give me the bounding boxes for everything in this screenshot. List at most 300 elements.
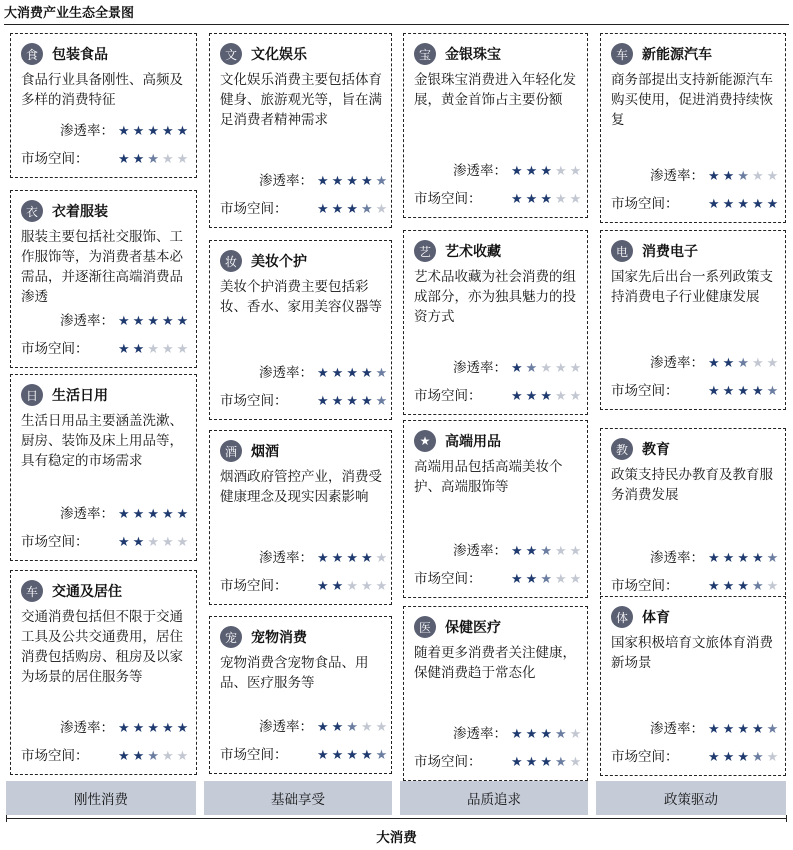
star-icon: ★ xyxy=(331,579,347,594)
penetration-rating xyxy=(611,719,781,739)
star-icon: ★ xyxy=(118,314,133,329)
star-icon: ★ xyxy=(708,750,723,765)
card-title: 保健医疗 xyxy=(445,620,501,636)
star-icon: ★ xyxy=(132,124,148,139)
card-description: 服装主要包括社交服饰、工作服饰等，为消费者基本必需品，并逐渐往高端消费品渗透 xyxy=(21,229,183,305)
category-card xyxy=(10,190,197,368)
market-rating xyxy=(220,576,390,596)
star-icon: ★ xyxy=(317,748,332,763)
star-icon: ★ xyxy=(708,579,723,594)
card-description: 艺术品收藏为社会消费的组成部分，亦为独具魅力的投资方式 xyxy=(414,269,576,325)
penetration-rating xyxy=(414,724,584,744)
card-header xyxy=(414,239,501,263)
star-icon: ★ xyxy=(569,544,585,559)
star-icon: ★ xyxy=(511,192,526,207)
star-icon: ★ xyxy=(375,748,391,763)
star-badge-icon xyxy=(414,430,436,452)
penetration-stars xyxy=(511,359,584,379)
star-icon: ★ xyxy=(360,720,376,735)
star-icon: ★ xyxy=(737,750,752,765)
star-icon: ★ xyxy=(375,202,391,217)
icon-glyph: 宠 xyxy=(224,630,237,645)
card-title: 宠物消费 xyxy=(251,630,307,646)
star-icon: ★ xyxy=(722,356,738,371)
star-icon: ★ xyxy=(751,551,767,566)
card-header xyxy=(21,579,122,603)
penetration-rating xyxy=(220,717,390,737)
star-icon: ★ xyxy=(118,507,133,522)
card-title: 高端用品 xyxy=(445,434,501,450)
star-icon: ★ xyxy=(147,124,162,139)
star-icon: ★ xyxy=(708,197,723,212)
market-rating xyxy=(414,189,584,209)
star-icon: ★ xyxy=(317,720,332,735)
star-icon: ★ xyxy=(751,579,767,594)
star-icon: ★ xyxy=(722,722,738,737)
penetration-stars xyxy=(511,725,584,745)
penetration-rating xyxy=(220,548,390,568)
card-description: 高端用品包括高端美妆个护、高端服饰等 xyxy=(414,459,563,495)
star-icon: ★ xyxy=(375,720,391,735)
star-icon: ★ xyxy=(569,727,585,742)
star-icon: ★ xyxy=(331,748,347,763)
star-icon: ★ xyxy=(161,124,177,139)
market-rating xyxy=(21,149,191,169)
axis-tick xyxy=(786,815,787,822)
star-icon: ★ xyxy=(569,361,585,376)
market-label: 市场空间： xyxy=(220,578,288,594)
card-description: 文化娱乐消费主要包括体育健身、旅游观光等，旨在满足消费者精神需求 xyxy=(220,72,382,128)
star-icon: ★ xyxy=(751,197,767,212)
penetration-rating xyxy=(21,504,191,524)
star-icon: ★ xyxy=(737,384,752,399)
star-icon: ★ xyxy=(147,721,162,736)
market-stars xyxy=(708,748,781,768)
star-icon: ★ xyxy=(511,572,526,587)
market-label: 市场空间： xyxy=(21,341,89,357)
star-icon: ★ xyxy=(708,169,723,184)
market-rating xyxy=(611,381,781,401)
penetration-rating xyxy=(611,548,781,568)
star-icon: ★ xyxy=(360,551,376,566)
market-stars xyxy=(511,190,584,210)
star-icon: ★ xyxy=(317,202,332,217)
star-icon: ★ xyxy=(331,174,347,189)
axis-label: 大消费 xyxy=(376,830,417,846)
star-icon: ★ xyxy=(331,551,347,566)
icon-glyph: 体 xyxy=(615,610,628,625)
star-icon: ★ xyxy=(708,384,723,399)
penetration-stars xyxy=(708,720,781,740)
star-icon: ★ xyxy=(708,356,723,371)
market-label: 市场空间： xyxy=(414,571,482,587)
icon-glyph: 文 xyxy=(224,47,237,62)
market-label: 市场空间： xyxy=(220,393,288,409)
market-stars xyxy=(118,150,191,170)
art-icon xyxy=(414,240,436,262)
penetration-rating xyxy=(611,353,781,373)
star-icon: ★ xyxy=(554,164,570,179)
star-icon: ★ xyxy=(317,366,332,381)
star-icon: ★ xyxy=(118,124,133,139)
star-icon: ★ xyxy=(331,720,347,735)
star-icon: ★ xyxy=(360,748,376,763)
star-icon: ★ xyxy=(147,507,162,522)
star-icon: ★ xyxy=(766,384,782,399)
category-card xyxy=(209,430,392,605)
star-icon: ★ xyxy=(375,366,391,381)
star-icon: ★ xyxy=(525,164,541,179)
penetration-rating xyxy=(21,121,191,141)
star-icon: ★ xyxy=(132,152,148,167)
card-header xyxy=(611,239,698,263)
star-icon: ★ xyxy=(722,579,738,594)
penetration-stars xyxy=(708,354,781,374)
penetration-rating xyxy=(414,161,584,181)
penetration-rating xyxy=(414,541,584,561)
star-icon: ★ xyxy=(176,535,192,550)
star-icon: ★ xyxy=(766,722,782,737)
category-card xyxy=(10,33,197,178)
star-icon: ★ xyxy=(176,721,192,736)
penetration-stars xyxy=(708,549,781,569)
star-icon: ★ xyxy=(737,197,752,212)
penetration-label: 渗透率： xyxy=(60,313,114,329)
card-description: 宠物消费含宠物食品、用品、医疗服务等 xyxy=(220,655,369,691)
market-label: 市场空间： xyxy=(220,201,288,217)
penetration-label: 渗透率： xyxy=(259,550,313,566)
card-header xyxy=(414,615,501,639)
star-icon: ★ xyxy=(360,202,376,217)
star-icon: ★ xyxy=(346,366,361,381)
card-title: 体育 xyxy=(642,610,670,626)
card-header xyxy=(220,249,307,273)
shirt-icon xyxy=(21,200,43,222)
car-icon xyxy=(611,43,633,65)
star-icon: ★ xyxy=(147,535,162,550)
star-icon: ★ xyxy=(708,551,723,566)
market-rating xyxy=(611,576,781,596)
penetration-stars xyxy=(317,718,390,738)
penetration-label: 渗透率： xyxy=(453,360,507,376)
penetration-stars xyxy=(118,719,191,739)
market-label: 市场空间： xyxy=(414,191,482,207)
star-icon: ★ xyxy=(317,174,332,189)
health-icon xyxy=(414,616,436,638)
star-icon: ★ xyxy=(161,342,177,357)
penetration-label: 渗透率： xyxy=(453,163,507,179)
star-icon: ★ xyxy=(569,572,585,587)
market-rating xyxy=(220,745,390,765)
star-icon: ★ xyxy=(161,535,177,550)
star-icon: ★ xyxy=(346,551,361,566)
star-icon: ★ xyxy=(525,727,541,742)
card-description: 交通消费包括但不限于交通工具及公共交通费用，居住消费包括购房、租房及以家为场景的居住服务等 xyxy=(21,609,183,685)
penetration-rating xyxy=(611,166,781,186)
card-header xyxy=(414,42,501,66)
star-icon: ★ xyxy=(737,169,752,184)
card-header xyxy=(220,42,307,66)
icon-glyph: 宝 xyxy=(418,47,431,62)
market-rating xyxy=(414,569,584,589)
category-card xyxy=(403,606,588,781)
bus-icon xyxy=(21,580,43,602)
star-icon: ★ xyxy=(317,551,332,566)
category-card xyxy=(209,33,392,228)
icon-glyph: 妆 xyxy=(224,254,237,269)
icon-glyph: 医 xyxy=(418,620,431,635)
card-header xyxy=(611,605,670,629)
star-icon: ★ xyxy=(346,394,361,409)
star-icon: ★ xyxy=(569,389,585,404)
penetration-rating xyxy=(21,718,191,738)
market-rating xyxy=(220,199,390,219)
market-rating xyxy=(220,391,390,411)
penetration-label: 渗透率： xyxy=(650,550,704,566)
icon-glyph: 教 xyxy=(615,442,628,457)
star-icon: ★ xyxy=(540,389,555,404)
star-icon: ★ xyxy=(346,748,361,763)
star-icon: ★ xyxy=(554,389,570,404)
star-icon: ★ xyxy=(118,749,133,764)
card-header xyxy=(21,42,108,66)
market-rating xyxy=(414,752,584,772)
culture-icon xyxy=(220,43,242,65)
star-icon: ★ xyxy=(766,356,782,371)
card-title: 生活日用 xyxy=(52,388,108,404)
star-icon: ★ xyxy=(511,727,526,742)
paw-icon xyxy=(220,626,242,648)
star-icon: ★ xyxy=(722,384,738,399)
star-icon: ★ xyxy=(737,579,752,594)
star-icon: ★ xyxy=(525,572,541,587)
star-icon: ★ xyxy=(375,394,391,409)
market-stars xyxy=(118,747,191,767)
category-card xyxy=(10,374,197,561)
card-description: 国家先后出台一系列政策支持消费电子行业健康发展 xyxy=(611,269,773,305)
penetration-label: 渗透率： xyxy=(650,721,704,737)
star-icon: ★ xyxy=(118,342,133,357)
axis-tick xyxy=(6,815,7,822)
card-title: 美妆个护 xyxy=(251,254,307,270)
market-stars xyxy=(317,392,390,412)
market-stars xyxy=(708,195,781,215)
star-icon: ★ xyxy=(132,342,148,357)
penetration-label: 渗透率： xyxy=(259,365,313,381)
star-icon: ★ xyxy=(722,197,738,212)
penetration-rating xyxy=(21,311,191,331)
star-icon: ★ xyxy=(317,394,332,409)
star-icon: ★ xyxy=(525,361,541,376)
star-icon: ★ xyxy=(360,174,376,189)
graduation-cap-icon xyxy=(611,438,633,460)
card-description: 国家积极培育文旅体育消费新场景 xyxy=(611,635,773,671)
star-icon: ★ xyxy=(147,749,162,764)
food-icon xyxy=(21,43,43,65)
card-description: 食品行业具备刚性、高频及多样的消费特征 xyxy=(21,72,183,108)
card-title: 文化娱乐 xyxy=(251,47,307,63)
star-icon: ★ xyxy=(360,366,376,381)
icon-glyph: 酒 xyxy=(224,444,237,459)
icon-glyph: 食 xyxy=(25,47,38,62)
star-icon: ★ xyxy=(161,152,177,167)
star-icon: ★ xyxy=(346,579,361,594)
icon-glyph: 车 xyxy=(25,584,38,599)
category-card xyxy=(600,428,786,605)
column-label-4: 政策驱动 xyxy=(596,781,786,815)
device-icon xyxy=(611,240,633,262)
star-icon: ★ xyxy=(161,507,177,522)
star-icon: ★ xyxy=(554,192,570,207)
card-title: 新能源汽车 xyxy=(642,47,712,63)
star-icon: ★ xyxy=(554,361,570,376)
column-label-3: 品质追求 xyxy=(400,781,588,815)
star-icon: ★ xyxy=(375,551,391,566)
penetration-stars xyxy=(317,172,390,192)
page-title: 大消费产业生态全景图 xyxy=(4,4,789,25)
card-title: 烟酒 xyxy=(251,444,279,460)
star-icon: ★ xyxy=(540,544,555,559)
penetration-label: 渗透率： xyxy=(259,719,313,735)
card-description: 政策支持民办教育及教育服务消费发展 xyxy=(611,467,773,503)
card-description: 商务部提出支持新能源汽车购买使用，促进消费持续恢复 xyxy=(611,72,773,128)
star-icon: ★ xyxy=(375,174,391,189)
star-icon: ★ xyxy=(540,164,555,179)
star-icon: ★ xyxy=(331,394,347,409)
market-label: 市场空间： xyxy=(414,388,482,404)
bottle-icon xyxy=(21,384,43,406)
market-rating xyxy=(611,194,781,214)
star-icon: ★ xyxy=(569,192,585,207)
star-icon: ★ xyxy=(147,314,162,329)
star-icon: ★ xyxy=(525,544,541,559)
star-icon: ★ xyxy=(737,356,752,371)
star-icon: ★ xyxy=(317,579,332,594)
star-icon: ★ xyxy=(722,169,738,184)
penetration-label: 渗透率： xyxy=(259,173,313,189)
star-icon: ★ xyxy=(569,755,585,770)
star-icon: ★ xyxy=(132,749,148,764)
star-icon: ★ xyxy=(722,750,738,765)
star-icon: ★ xyxy=(737,551,752,566)
card-description: 随着更多消费者关注健康，保健消费趋于常态化 xyxy=(414,645,576,681)
star-icon: ★ xyxy=(751,169,767,184)
star-icon: ★ xyxy=(540,572,555,587)
star-icon: ★ xyxy=(554,727,570,742)
star-icon: ★ xyxy=(118,721,133,736)
cosmetics-icon xyxy=(220,250,242,272)
star-icon: ★ xyxy=(118,535,133,550)
penetration-label: 渗透率： xyxy=(453,543,507,559)
market-label: 市场空间： xyxy=(611,749,679,765)
penetration-label: 渗透率： xyxy=(650,168,704,184)
star-icon: ★ xyxy=(554,755,570,770)
card-title: 艺术收藏 xyxy=(445,244,501,260)
star-icon: ★ xyxy=(176,507,192,522)
market-stars xyxy=(118,340,191,360)
star-icon: ★ xyxy=(766,197,782,212)
market-label: 市场空间： xyxy=(414,754,482,770)
penetration-rating xyxy=(414,358,584,378)
market-label: 市场空间： xyxy=(21,151,89,167)
market-rating xyxy=(611,747,781,767)
star-icon: ★ xyxy=(751,356,767,371)
star-icon: ★ xyxy=(176,749,192,764)
star-icon: ★ xyxy=(511,755,526,770)
category-card xyxy=(209,240,392,420)
card-header xyxy=(414,429,501,453)
card-title: 包装食品 xyxy=(52,47,108,63)
axis-line xyxy=(6,818,787,819)
column-label-1: 刚性消费 xyxy=(6,781,196,815)
star-icon: ★ xyxy=(766,169,782,184)
star-icon: ★ xyxy=(375,579,391,594)
category-card xyxy=(600,596,786,776)
star-icon: ★ xyxy=(176,314,192,329)
star-icon: ★ xyxy=(540,192,555,207)
star-icon: ★ xyxy=(331,202,347,217)
icon-glyph: 日 xyxy=(25,388,38,403)
star-icon: ★ xyxy=(766,750,782,765)
market-stars xyxy=(511,753,584,773)
market-label: 市场空间： xyxy=(21,748,89,764)
card-header xyxy=(220,439,279,463)
star-icon: ★ xyxy=(132,535,148,550)
star-icon: ★ xyxy=(360,579,376,594)
star-icon: ★ xyxy=(132,314,148,329)
star-icon: ★ xyxy=(751,384,767,399)
penetration-rating xyxy=(220,363,390,383)
star-icon: ★ xyxy=(132,721,148,736)
category-card xyxy=(600,230,786,410)
card-title: 金银珠宝 xyxy=(445,47,501,63)
penetration-stars xyxy=(118,505,191,525)
icon-glyph: 电 xyxy=(615,244,628,259)
card-title: 教育 xyxy=(642,442,670,458)
card-title: 消费电子 xyxy=(642,244,698,260)
icon-glyph: 衣 xyxy=(25,204,38,219)
category-card xyxy=(403,420,588,598)
sport-icon xyxy=(611,606,633,628)
star-icon: ★ xyxy=(161,721,177,736)
card-title: 衣着服装 xyxy=(52,204,108,220)
card-title: 交通及居住 xyxy=(52,584,122,600)
penetration-label: 渗透率： xyxy=(453,726,507,742)
star-icon: ★ xyxy=(766,579,782,594)
market-stars xyxy=(118,533,191,553)
column-label-2: 基础享受 xyxy=(204,781,392,815)
card-header xyxy=(611,42,712,66)
card-description: 美妆个护消费主要包括彩妆、香水、家用美容仪器等 xyxy=(220,279,382,315)
market-rating xyxy=(21,532,191,552)
star-icon: ★ xyxy=(540,727,555,742)
market-label: 市场空间： xyxy=(611,196,679,212)
category-card xyxy=(10,570,197,775)
penetration-label: 渗透率： xyxy=(60,123,114,139)
penetration-label: 渗透率： xyxy=(60,720,114,736)
penetration-stars xyxy=(317,549,390,569)
star-icon: ★ xyxy=(540,755,555,770)
star-icon: ★ xyxy=(525,755,541,770)
card-header xyxy=(21,383,108,407)
penetration-stars xyxy=(118,122,191,142)
card-description: 金银珠宝消费进入年轻化发展，黄金首饰占主要份额 xyxy=(414,72,576,108)
category-card xyxy=(403,230,588,415)
star-icon: ★ xyxy=(132,507,148,522)
star-icon: ★ xyxy=(554,572,570,587)
star-icon: ★ xyxy=(525,192,541,207)
wine-icon xyxy=(220,440,242,462)
